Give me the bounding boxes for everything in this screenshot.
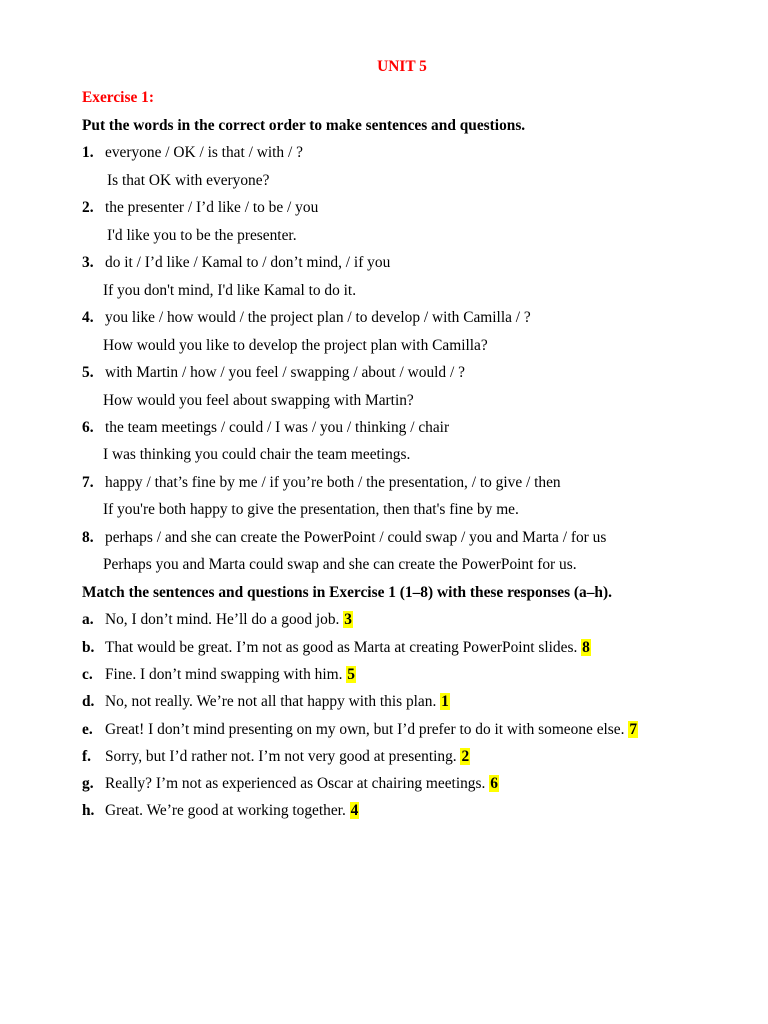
response-text: Sorry, but I’d rather not. I’m not very good at presenting. (105, 748, 457, 765)
response-item (82, 610, 353, 630)
question-number: 3. (82, 254, 94, 271)
match-answer-badge: 5 (347, 666, 355, 683)
question-answer: Is that OK with everyone? (107, 172, 270, 189)
question-item (82, 473, 561, 493)
question-number: 1. (82, 144, 94, 161)
match-answer-badge: 4 (350, 802, 359, 819)
question-prompt: perhaps / and she can create the PowerPoint / could swap / you and Marta / for us (105, 529, 607, 546)
response-text: No, not really. We’re not all that happy with this plan. (105, 693, 437, 710)
match-answer-badge: 1 (441, 693, 449, 710)
response-text: Really? I’m not as experienced as Oscar at chairing meetings. (105, 775, 486, 792)
response-text: Fine. I don’t mind swapping with him. (105, 666, 343, 683)
match-answer-badge: 3 (344, 611, 352, 628)
response-letter: c. (82, 666, 93, 683)
instruction-reorder: Put the words in the correct order to make sentences and questions. (82, 117, 526, 134)
match-answer-badge: 7 (629, 721, 638, 738)
response-item (82, 720, 638, 740)
question-prompt: with Martin / how / you feel / swapping / about / would / ? (105, 364, 465, 381)
response-item (82, 665, 356, 685)
match-answer-badge: 2 (461, 748, 470, 765)
response-item (82, 638, 591, 658)
exercise-heading: Exercise 1: (82, 89, 154, 106)
question-number: 6. (82, 419, 94, 436)
response-text: Great. We’re good at working together. (105, 802, 346, 819)
response-letter: h. (82, 802, 95, 819)
question-number: 8. (82, 529, 94, 546)
question-answer: Perhaps you and Marta could swap and she can create the PowerPoint for us. (103, 556, 577, 573)
question-number: 5. (82, 364, 94, 381)
question-answer: How would you feel about swapping with Martin? (103, 392, 414, 409)
match-answer-badge: 6 (490, 775, 498, 792)
question-prompt: everyone / OK / is that / with / ? (105, 144, 303, 161)
question-answer: I'd like you to be the presenter. (107, 227, 297, 244)
question-item (82, 308, 531, 328)
question-answer: How would you like to develop the project plan with Camilla? (103, 337, 488, 354)
question-prompt: do it / I’d like / Kamal to / don’t mind, / if you (105, 254, 391, 271)
response-letter: g. (82, 775, 94, 792)
response-letter: a. (82, 611, 94, 628)
question-number: 4. (82, 309, 94, 326)
question-item (82, 363, 465, 383)
question-number: 7. (82, 474, 94, 491)
question-number: 2. (82, 199, 94, 216)
question-item (82, 253, 390, 273)
response-item (82, 747, 470, 767)
response-item (82, 801, 359, 821)
response-letter: e. (82, 721, 93, 738)
question-item (82, 528, 606, 548)
question-item (82, 143, 303, 163)
question-prompt: happy / that’s fine by me / if you’re both / the presentation, / to give / then (105, 474, 561, 491)
question-answer: I was thinking you could chair the team meetings. (103, 446, 411, 463)
response-letter: f. (82, 748, 91, 765)
question-prompt: the presenter / I’d like / to be / you (105, 199, 319, 216)
question-item (82, 198, 318, 218)
response-text: Great! I don’t mind presenting on my own, but I’d prefer to do it with someone else. (105, 721, 625, 738)
response-letter: b. (82, 639, 95, 656)
response-text: That would be great. I’m not as good as Marta at creating PowerPoint slides. (105, 639, 578, 656)
instruction-match: Match the sentences and questions in Exercise 1 (1–8) with these responses (a–h). (82, 584, 612, 601)
question-prompt: you like / how would / the project plan / to develop / with Camilla / ? (105, 309, 531, 326)
response-letter: d. (82, 693, 95, 710)
question-item (82, 418, 449, 438)
question-answer: If you don't mind, I'd like Kamal to do it. (103, 282, 357, 299)
response-item (82, 774, 499, 794)
response-item (82, 692, 450, 712)
unit-title: UNIT 5 (377, 58, 427, 75)
response-text: No, I don’t mind. He’ll do a good job. (105, 611, 340, 628)
question-prompt: the team meetings / could / I was / you / thinking / chair (105, 419, 450, 436)
match-answer-badge: 8 (582, 639, 590, 656)
question-answer: If you're both happy to give the presentation, then that's fine by me. (103, 501, 519, 518)
